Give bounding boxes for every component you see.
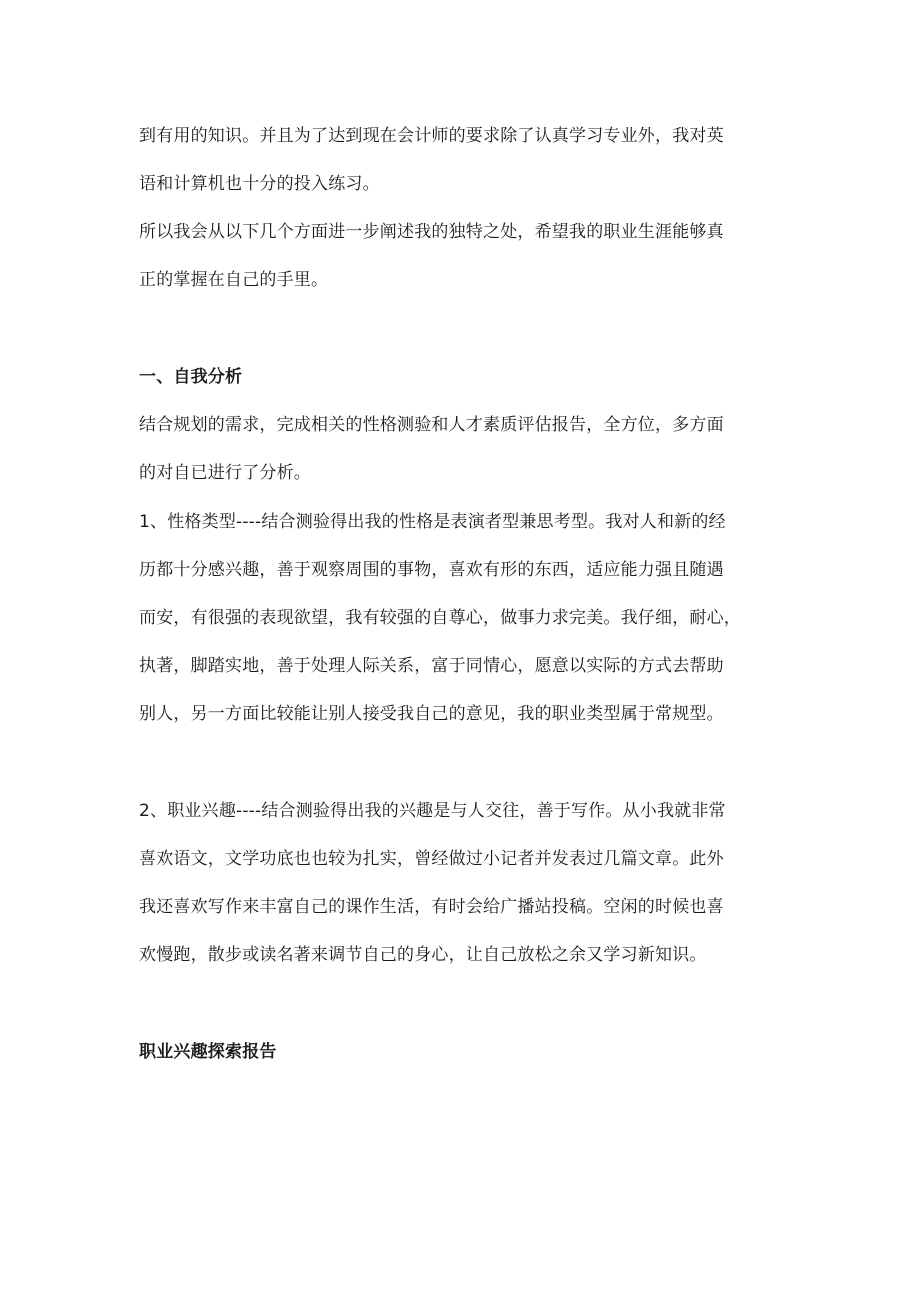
section-heading-self-analysis: 一、自我分析 [139,367,243,387]
paragraph-line: 历都十分感兴趣，善于观察周围的事物，喜欢有形的东西，适应能力强且随遇 [139,560,724,580]
paragraph-line: 到有用的知识。并且为了达到现在会计师的要求除了认真学习专业外，我对英 [139,126,724,146]
paragraph-line: 我还喜欢写作来丰富自己的课作生活，有时会给广播站投稿。空闲的时候也喜 [139,897,724,917]
paragraph-line: 别人，另一方面比较能让别人接受我自己的意见，我的职业类型属于常规型。 [139,704,724,724]
paragraph-line: 所以我会从以下几个方面进一步阐述我的独特之处，希望我的职业生涯能够真 [139,222,724,242]
paragraph-line: 正的掌握在自己的手里。 [139,270,329,290]
paragraph-line: 1、性格类型----结合测验得出我的性格是表演者型兼思考型。我对人和新的经 [139,512,726,532]
paragraph-line: 欢慢跑，散步或读名著来调节自己的身心，让自己放松之余又学习新知识。 [139,945,707,965]
paragraph-line: 喜欢语文，文学功底也也较为扎实，曾经做过小记者并发表过几篇文章。此外 [139,849,724,869]
paragraph-line: 而安，有很强的表现欲望，我有较强的自尊心，做事力求完美。我仔细，耐心， [139,608,741,628]
paragraph-line: 2、职业兴趣----结合测验得出我的兴趣是与人交往，善于写作。从小我就非常 [139,801,726,821]
paragraph-line: 语和计算机也十分的投入练习。 [139,174,380,194]
paragraph-line: 结合规划的需求，完成相关的性格测验和人才素质评估报告，全方位，多方面 [139,415,724,435]
paragraph-line: 的对自已进行了分析。 [139,463,311,483]
section-heading-interest-report: 职业兴趣探索报告 [139,1042,277,1062]
paragraph-line: 执著，脚踏实地，善于处理人际关系，富于同情心，愿意以实际的方式去帮助 [139,656,724,676]
